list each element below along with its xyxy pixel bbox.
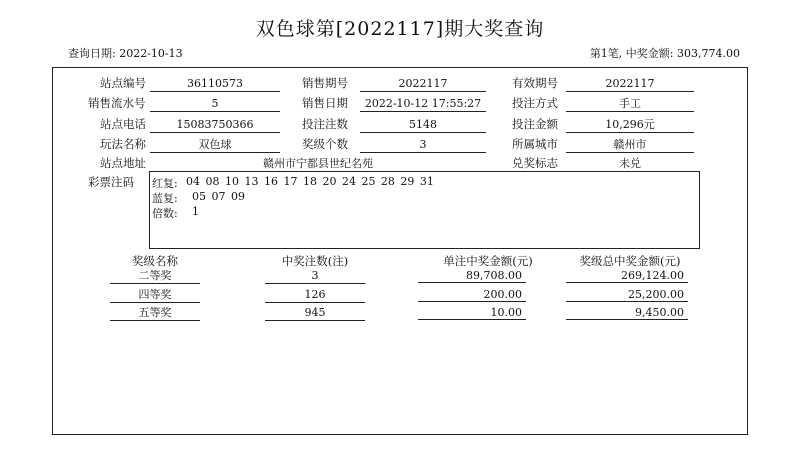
row1-win-count: 3 xyxy=(265,268,365,284)
station-id-label: 站点编号 xyxy=(100,76,146,90)
game-value: 双色球 xyxy=(150,137,280,153)
winning-summary: 第1笔, 中奖金额: 303,774.00 xyxy=(589,47,740,60)
row2-win-count: 126 xyxy=(265,287,365,303)
row1-single-amount: 89,708.00 xyxy=(418,268,526,283)
query-date: 查询日期: 2022-10-13 xyxy=(68,47,183,60)
red-label: 红复: xyxy=(152,177,178,190)
sale-period-label: 销售期号 xyxy=(302,76,348,90)
bet-count-label: 投注注数 xyxy=(302,117,348,131)
row1-prize-name: 二等奖 xyxy=(110,268,200,284)
blue-label: 蓝复: xyxy=(152,192,178,205)
sale-date-label: 销售日期 xyxy=(302,96,348,110)
city-label: 所属城市 xyxy=(512,137,558,151)
row3-prize-name: 五等奖 xyxy=(110,305,200,321)
bet-amount-value: 10,296元 xyxy=(566,117,694,133)
row2-single-amount: 200.00 xyxy=(418,287,526,302)
row3-win-count: 945 xyxy=(265,305,365,321)
header-total-amount: 奖级总中奖金额(元) xyxy=(579,254,681,268)
serial-value: 5 xyxy=(150,96,280,112)
ticket-label: 彩票注码 xyxy=(88,175,134,189)
bet-method-value: 手工 xyxy=(566,96,694,112)
phone-value: 15083750366 xyxy=(150,117,280,133)
game-label: 玩法名称 xyxy=(100,137,146,151)
header-win-count: 中奖注数(注) xyxy=(281,254,349,268)
station-id-value: 36110573 xyxy=(150,76,280,92)
row3-single-amount: 10.00 xyxy=(418,305,526,320)
header-prize-name: 奖级名称 xyxy=(132,254,178,268)
multiple-value: 1 xyxy=(192,205,199,218)
row3-total-amount: 9,450.00 xyxy=(566,305,688,320)
red-numbers: 04 08 10 13 16 17 18 20 24 25 28 29 31 xyxy=(186,175,434,188)
redeem-value: 未兑 xyxy=(566,156,694,172)
redeem-label: 兑奖标志 xyxy=(512,156,558,170)
address-label: 站点地址 xyxy=(100,156,146,170)
prize-levels-value: 3 xyxy=(360,137,486,153)
multiple-label: 倍数: xyxy=(152,207,178,220)
bet-method-label: 投注方式 xyxy=(512,96,558,110)
valid-period-value: 2022117 xyxy=(566,76,694,92)
prize-levels-label: 奖级个数 xyxy=(302,137,348,151)
sale-date-value: 2022-10-12 17:55:27 xyxy=(360,96,486,112)
page-title: 双色球第[2022117]期大奖查询 xyxy=(255,18,545,40)
row1-total-amount: 269,124.00 xyxy=(566,268,688,283)
address-value: 赣州市宁都县世纪名苑 xyxy=(150,156,486,172)
sale-period-value: 2022117 xyxy=(360,76,486,92)
phone-label: 站点电话 xyxy=(100,117,146,131)
row2-total-amount: 25,200.00 xyxy=(566,287,688,302)
bet-count-value: 5148 xyxy=(360,117,486,133)
row2-prize-name: 四等奖 xyxy=(110,287,200,303)
bet-amount-label: 投注金额 xyxy=(512,117,558,131)
blue-numbers: 05 07 09 xyxy=(192,190,245,203)
serial-label: 销售流水号 xyxy=(88,96,146,110)
city-value: 赣州市 xyxy=(566,137,694,153)
header-single-amount: 单注中奖金额(元) xyxy=(443,254,533,268)
valid-period-label: 有效期号 xyxy=(512,76,558,90)
